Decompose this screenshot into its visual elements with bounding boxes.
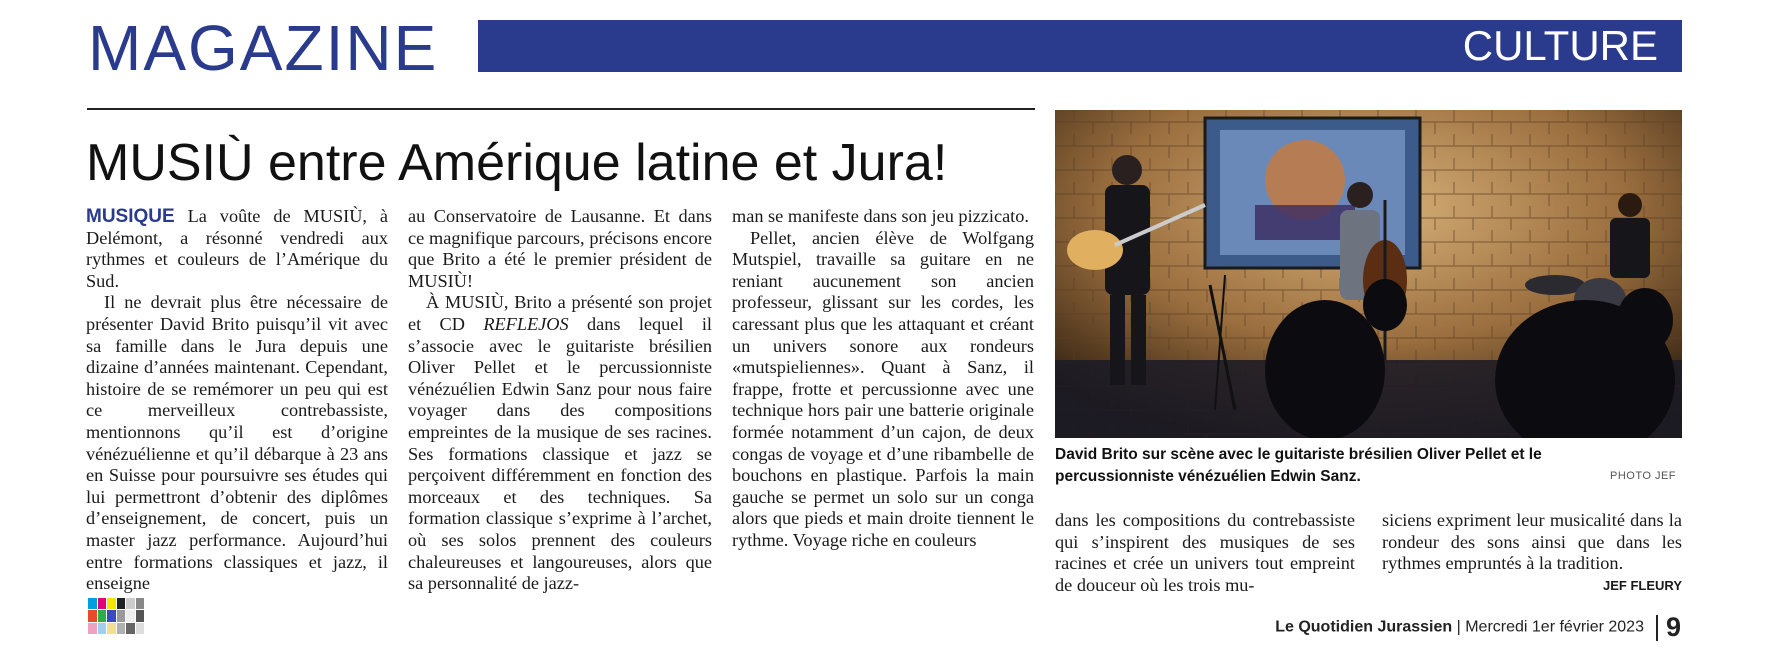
article-column-3 bbox=[732, 206, 1034, 552]
print-color-bar-icon bbox=[88, 598, 144, 634]
paragraph: au Conservatoire de Lausanne. Et dans ce magnifique parcours, précisons encore que Brito a été le premier président de MUSIÙ! bbox=[408, 206, 712, 291]
page-number-divider bbox=[1656, 615, 1658, 641]
paragraph: Pellet, ancien élève de Wolfgang Mutspiel, travaille sa guitare en ne reniant aucunement son ancien professeur, glissant sur les cordes, les caressant plus que les attaquant et créant un univers sonore aux rondeurs «mutspieliennes». Quant à Sanz, il frappe, frotte et percussionne avec une technique hors pair une batterie originale formée notamment d’un cajon, de deux congas de voyage et d’une ribambelle de bouchons en plastique. Parfois la main gauche se permet un solo sur un conga alors que pieds et main droite tiennent le rythme. Voyage riche en couleurs bbox=[732, 227, 1034, 550]
paragraph: Il ne devrait plus être nécessaire de présenter David Brito puisqu’il vit avec sa famille dans le Jura depuis une dizaine d’années maintenant. Cependant, histoire de se remémorer un peu qui est ce merveilleux contrebassiste, mentionnons qu’il est d’origine vénézuélienne et qu’il débarque à 23 ans en Suisse pour poursuivre ses études qui lui permettront d’obtenir des diplômes d’enseignement, de concert, puis un master jazz performance. Aujourd’hui entre formations classiques et jazz, il enseigne bbox=[86, 292, 388, 594]
paragraph: siciens expriment leur musicalité dans la rondeur des sons ainsi que dans les rythmes empruntés à la tradition. bbox=[1382, 510, 1682, 574]
footer-separator: | bbox=[1456, 618, 1461, 636]
paragraph bbox=[408, 292, 712, 594]
rubric-label: CULTURE bbox=[1462, 22, 1658, 69]
paragraph: dans les compositions du contrebassiste qui s’inspirent des musiques de ses racines et crée un univers tout empreint de douceur où les trois mu- bbox=[1055, 510, 1355, 595]
photo-credit: PHOTO JEF bbox=[1610, 470, 1677, 482]
kicker: MUSIQUE bbox=[86, 206, 175, 227]
article-column-1 bbox=[86, 206, 388, 595]
concert-photo bbox=[1055, 110, 1682, 438]
article-column-2 bbox=[408, 206, 712, 595]
headline-rule bbox=[87, 108, 1035, 110]
article-column-4 bbox=[1055, 510, 1355, 596]
lead-text: La voûte de MUSIÙ, à Delémont, a résonné vendredi aux rythmes et couleurs de l’Amérique du Sud. bbox=[86, 206, 389, 291]
text-run: À MUSIÙ, Brito a présenté son projet et CD bbox=[408, 292, 712, 334]
concert-photo-illustration bbox=[1055, 110, 1682, 438]
page-number: 9 bbox=[1665, 612, 1681, 642]
page-footer bbox=[1275, 612, 1681, 643]
photo-caption: David Brito sur scène avec le guitariste brésilien Oliver Pellet et le percussionniste vénézuélien Edwin Sanz. bbox=[1055, 446, 1542, 485]
paragraph: man se manifeste dans son jeu pizzicato. bbox=[732, 206, 1029, 226]
section-band bbox=[478, 20, 1682, 72]
section-title: MAGAZINE bbox=[88, 12, 439, 84]
album-title: REFLEJOS bbox=[483, 313, 569, 334]
issue-date: Mercredi 1er février 2023 bbox=[1465, 618, 1644, 636]
article-column-5 bbox=[1382, 510, 1682, 596]
author-signature: JEF FLEURY bbox=[1603, 577, 1682, 593]
newspaper-name: Le Quotidien Jurassien bbox=[1275, 618, 1453, 636]
article-headline: MUSIÙ entre Amérique latine et Jura! bbox=[86, 134, 948, 192]
text-run: dans lequel il s’associe avec le guitariste brésilien Oliver Pellet et le percussionniste vénézuélien Edwin Sanz pour nous faire voyager dans des compositions empreintes de la musique de ses racines. Ses formations classique et jazz se perçoivent différemment en fonction des morceaux et des techniques. Sa formation classique s’exprime à l’archet, où ses solos prennent des couleurs chaleureuses et langoureuses, alors que sa personnalité de jazz- bbox=[408, 313, 713, 594]
